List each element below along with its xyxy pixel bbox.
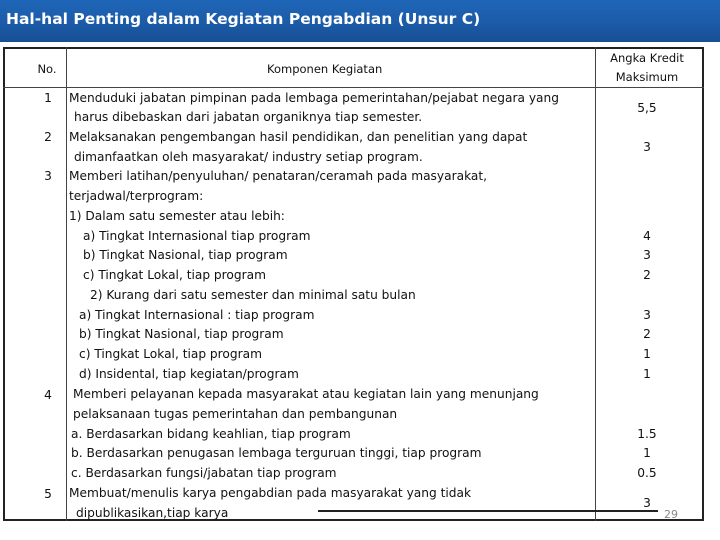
row-number: 3 — [44, 169, 52, 183]
component-line: b) Tingkat Nasional, tiap program — [79, 327, 284, 341]
component-line: dimanfaatkan oleh masyarakat/ industry setiap program. — [74, 150, 423, 164]
credit-value: 5,5 — [637, 101, 657, 115]
header-divider — [3, 87, 704, 88]
credit-value: 3 — [643, 308, 651, 322]
slide-title: Hal-hal Penting dalam Kegiatan Pengabdian (Unsur C) — [6, 10, 481, 28]
row-number: 1 — [44, 91, 52, 105]
header-credit-line1: Angka Kredit — [610, 51, 684, 65]
component-line: c) Tingkat Lokal, tiap program — [83, 268, 266, 282]
component-line: a) Tingkat Internasional : tiap program — [79, 308, 315, 322]
credit-value: 3 — [643, 248, 651, 262]
component-line: Memberi latihan/penyuluhan/ penataran/ceramah pada masyarakat, — [69, 169, 488, 183]
component-line: c) Tingkat Lokal, tiap program — [79, 347, 262, 361]
component-line: d) Insidental, tiap kegiatan/program — [79, 367, 299, 381]
component-line: 1) Dalam satu semester atau lebih: — [69, 209, 285, 223]
component-line: pelaksanaan tugas pemerintahan dan pembangunan — [73, 407, 398, 421]
component-line: b. Berdasarkan penugasan lembaga terguruan tinggi, tiap program — [71, 446, 482, 460]
column-divider — [66, 47, 67, 521]
component-line: a. Berdasarkan bidang keahlian, tiap program — [71, 427, 351, 441]
component-line: terjadwal/terprogram: — [69, 189, 204, 203]
component-line: harus dibebaskan dari jabatan organiknya tiap semester. — [74, 110, 423, 124]
component-line: a) Tingkat Internasional tiap program — [83, 229, 311, 243]
component-line: b) Tingkat Nasional, tiap program — [83, 248, 288, 262]
component-line: Menduduki jabatan pimpinan pada lembaga pemerintahan/pejabat negara yang — [69, 91, 559, 105]
underline-rule — [318, 510, 658, 512]
row-number: 2 — [44, 130, 52, 144]
credit-value: 3 — [643, 496, 651, 510]
component-line: Membuat/menulis karya pengabdian pada masyarakat yang tidak — [69, 486, 472, 500]
credit-value: 2 — [643, 268, 651, 282]
row-number: 5 — [44, 487, 52, 501]
credit-value: 1 — [643, 446, 651, 460]
credit-value: 1 — [643, 367, 651, 381]
credit-value: 2 — [643, 327, 651, 341]
credit-value: 1.5 — [637, 427, 657, 441]
credit-value: 3 — [643, 140, 651, 154]
component-line: 2) Kurang dari satu semester dan minimal satu bulan — [90, 288, 416, 302]
component-line: c. Berdasarkan fungsi/jabatan tiap program — [71, 466, 337, 480]
header-component: Komponen Kegiatan — [267, 62, 383, 76]
component-line: Melaksanakan pengembangan hasil pendidikan, dan penelitian yang dapat — [69, 130, 528, 144]
row-number: 4 — [44, 388, 52, 402]
component-line: Memberi pelayanan kepada masyarakat atau kegiatan lain yang menunjang — [73, 387, 539, 401]
header-no: No. — [37, 62, 57, 76]
slide-title-bar — [0, 0, 720, 42]
credit-value: 1 — [643, 347, 651, 361]
component-line: dipublikasikan,tiap karya — [76, 506, 229, 520]
page-number: 29 — [664, 508, 678, 521]
credit-value: 4 — [643, 229, 651, 243]
credit-value: 0.5 — [637, 466, 657, 480]
header-credit-line2: Maksimum — [615, 70, 679, 84]
